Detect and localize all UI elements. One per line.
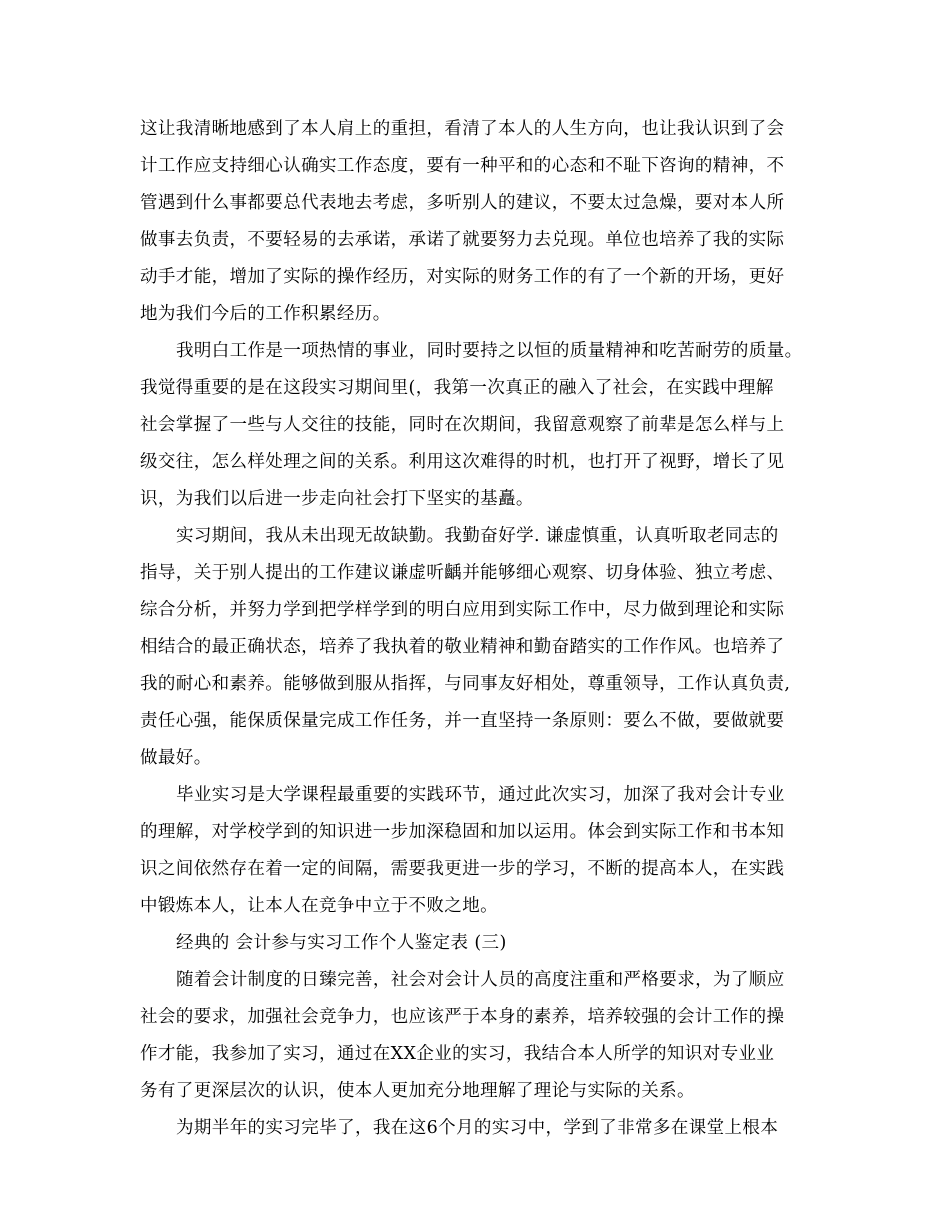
text-line: 动手才能，增加了实际的操作经历，对实际的财务工作的有了一个新的开场，更好 bbox=[140, 267, 785, 287]
paragraph-first-line: 实习期间，我从未出现无故缺勤。我勤奋好学. 谦虚慎重，认真听取老同志的 bbox=[176, 526, 779, 546]
text-line: 这让我清晰地感到了本人肩上的重担，看清了本人的人生方向，也让我认识到了会 bbox=[140, 119, 785, 139]
paragraph-first-line: 随着会计制度的日臻完善，社会对会计人员的高度注重和严格要求，为了顺应 bbox=[176, 970, 785, 990]
text-line: 管遇到什么事都要总代表地去考虑，多听别人的建议，不要太过急燥，要对本人所 bbox=[140, 193, 785, 213]
text-line: 做最好。 bbox=[140, 748, 212, 768]
paragraph-first-line: 为期半年的实习完毕了，我在这6个月的实习中，学到了非常多在课堂上根本 bbox=[176, 1118, 779, 1138]
text-line: 综合分析，并努力学到把学样学到的明白应用到实际工作中，尽力做到理论和实际 bbox=[140, 600, 785, 620]
text-line: 作才能，我参加了实习，通过在XX企业的实习，我结合本人所学的知识对专业业 bbox=[140, 1044, 775, 1064]
text-line: 地为我们今后的工作积累经历。 bbox=[140, 304, 391, 324]
text-line: 务有了更深层次的认识，使本人更加充分地理解了理论与实际的关系。 bbox=[140, 1081, 695, 1101]
text-line: 中锻炼本人，让本人在竞争中立于不败之地。 bbox=[140, 896, 498, 916]
text-line: 相结合的最正确状态，培养了我执着的敬业精神和勤奋踏实的工作作风。也培养了 bbox=[140, 637, 785, 657]
text-line: 社会的要求，加强社会竞争力，也应该严于本身的素养，培养较强的会计工作的操 bbox=[140, 1007, 785, 1027]
text-line: 社会掌握了一些与人交往的技能，同时在次期间，我留意观察了前辈是怎么样与上 bbox=[140, 415, 785, 435]
text-line: 指导，关于别人提出的工作建议谦虚听齲并能够细心观察、切身体验、独立考虑、 bbox=[140, 563, 785, 583]
text-line: 责任心强，能保质保量完成工作任务，并一直坚持一条原则：要么不做，要做就要 bbox=[140, 711, 785, 731]
text-line: 计工作应支持细心认确实工作态度，要有一种平和的心态和不耻下咨询的精神，不 bbox=[140, 156, 785, 176]
text-line: 我的耐心和素养。能够做到服从指挥，与同事友好相处，尊重领导，工作认真负责, bbox=[140, 674, 791, 694]
text-line: 做事去负责，不要轻易的去承诺，承诺了就要努力去兑现。单位也培养了我的实际 bbox=[140, 230, 785, 250]
section-heading: 经典的 会计参与实习工作个人鉴定表 (三) bbox=[176, 933, 507, 953]
text-line: 级交往，怎么样处理之间的关系。利用这次难得的时机，也打开了视野，增长了见 bbox=[140, 452, 785, 472]
text-line: 我觉得重要的是在这段实习期间里(，我第一次真正的融入了社会，在实践中理解 bbox=[140, 378, 774, 398]
text-line: 识，为我们以后进一步走向社会打下坚实的基矗。 bbox=[140, 489, 534, 509]
paragraph-first-line: 毕业实习是大学课程最重要的实践环节，通过此次实习，加深了我对会计专业 bbox=[176, 785, 785, 805]
paragraph-first-line: 我明白工作是一项热情的事业，同时要持之以恒的质量精神和吃苦耐劳的质量。 bbox=[176, 341, 803, 361]
text-line: 识之间依然存在着一定的间隔，需要我更进一步的学习，不断的提高本人，在实践 bbox=[140, 859, 785, 879]
text-line: 的理解，对学校学到的知识进一步加深稳固和加以运用。体会到实际工作和书本知 bbox=[140, 822, 785, 842]
